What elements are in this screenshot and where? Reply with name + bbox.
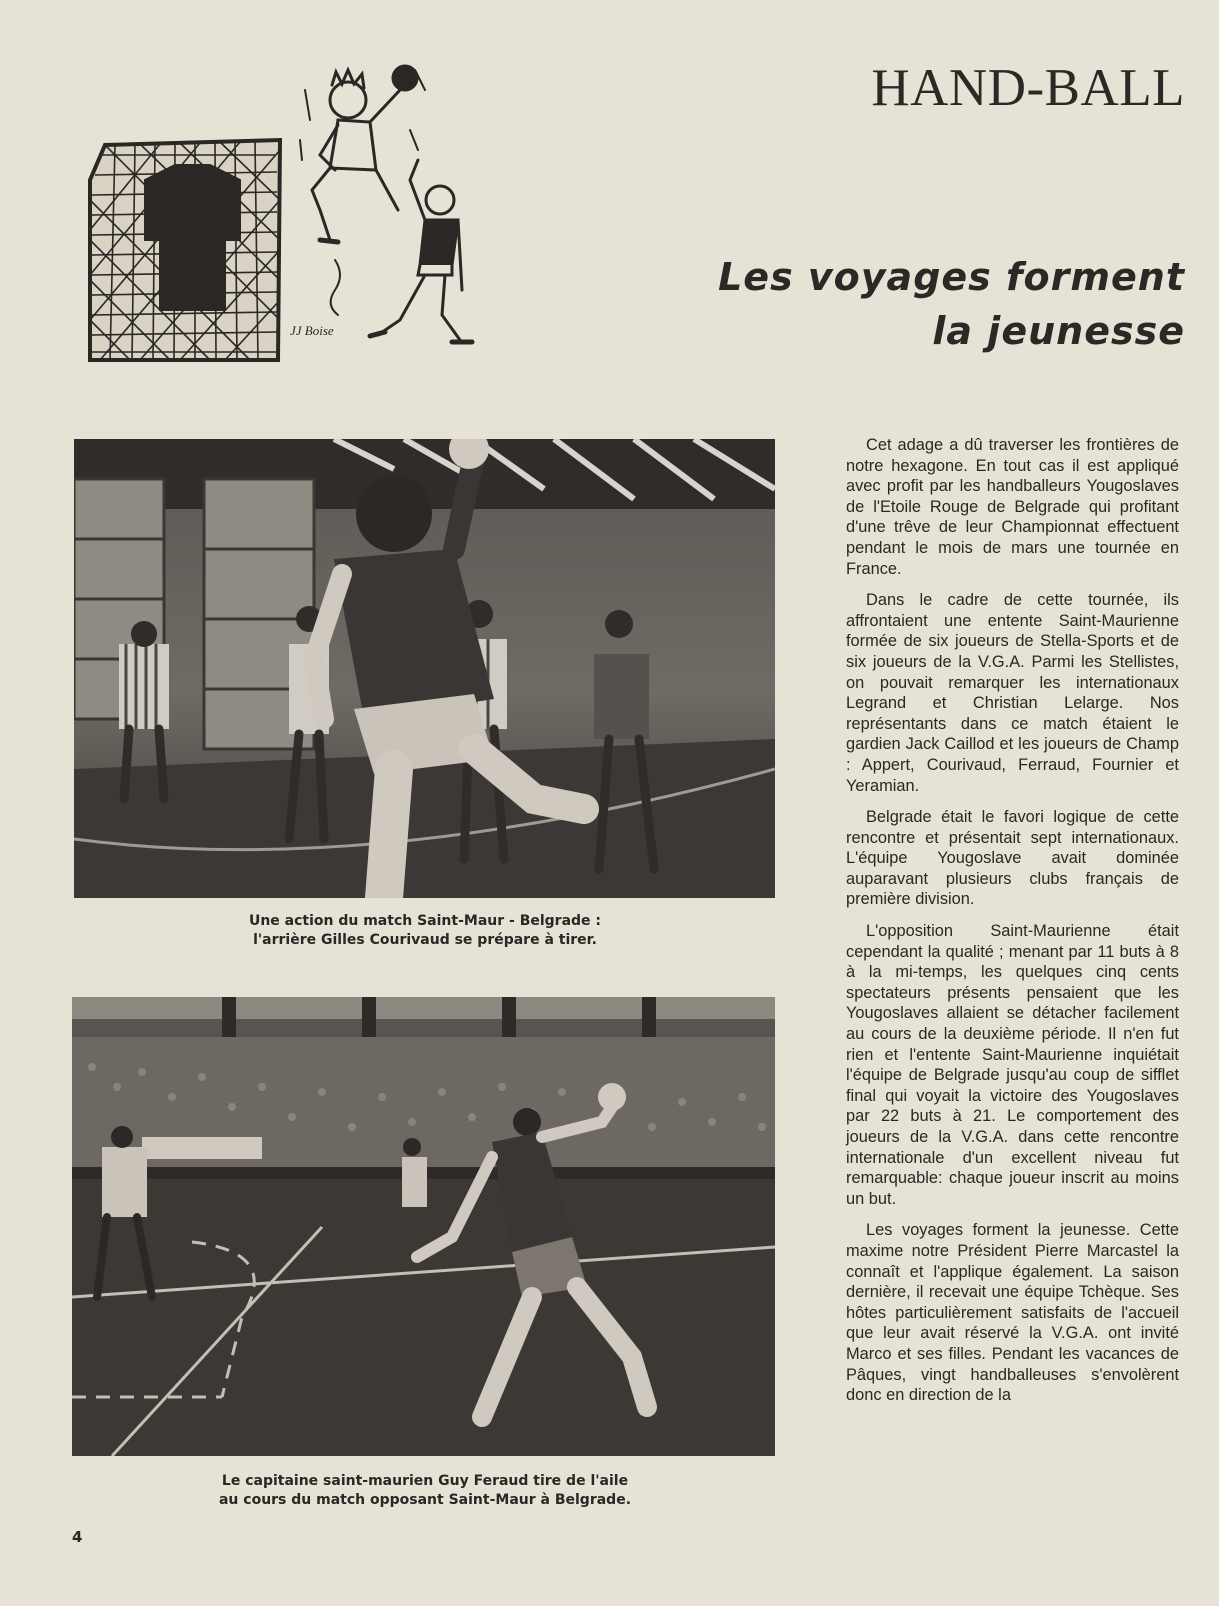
signature: JJ Boise: [290, 323, 334, 338]
article-paragraph: Cet adage a dû traverser les frontières de notre hexagone. En tout cas il est appliqué avec profit par les handballeurs Yougoslaves de l'Etoile Rouge de Belgrade qui profitant d'une trêve de leur Championnat effectuent pendant le mois de mars une tournée en France.: [846, 436, 1179, 578]
article-paragraph: Dans le cadre de cette tournée, ils affrontaient une entente Saint-Maurienne formée de six joueurs de Stella-Sports et de six joueurs de la V.G.A. Parmi les Stellistes, on pouvait remarquer les internationaux Legrand et Christian Lelarge. Nos représentants dans ce match étaient le gardien Jack Caillod et les joueurs de Champ : Appert, Courivaud, Ferraud, Fournier et Yeramian.: [846, 591, 1179, 795]
headline-line-1: Les voyages forment: [718, 255, 1185, 299]
article-paragraph: Les voyages forment la jeunesse. Cette maxime notre Président Pierre Marcastel la connaît et l'applique également. La saison dernière, il recevait une équipe Tchèque. Ses hôtes particulièrement satisfaits de l'accueil que leur avait réservé la V.G.A. ont invité Marco et ses filles. Pendant les vacances de Pâques, vingt handballeuses s'envolèrent donc en direction de la: [846, 1221, 1179, 1405]
section-title: HAND-BALL: [871, 59, 1185, 117]
article-paragraph: L'opposition Saint-Maurienne était cependant la qualité ; menant par 11 buts à 8 à la mi-temps, les quelques cinq cents spectateurs présents pensaient que les Yougoslaves allaient se détacher facilement au cours de la deuxième période. Il n'en fut rien et l'entente Saint-Maurienne inquiétait l'équipe de Belgrade jusqu'au coup de sifflet final qui voyait la victoire des Yougoslaves par 22 buts à 21. Le comportement des joueurs de la V.G.A. dans cette rencontre internationale d'un excellent niveau fut remarquable: chaque joueur inscrit au moins un but.: [846, 922, 1179, 1208]
article-body: [846, 435, 1179, 1417]
caption-1-line-1: Une action du match Saint-Maur - Belgrade :: [248, 913, 602, 929]
photo-caption-2: [170, 1472, 680, 1510]
handball-cartoon-icon: [80, 60, 480, 400]
caption-1-line-2: l'arrière Gilles Courivaud se prépare à tirer.: [253, 932, 597, 948]
handball-action-photo: [74, 439, 775, 898]
page-number: 4: [72, 1528, 83, 1546]
headline-line-2: la jeunesse: [932, 309, 1185, 353]
article-paragraph: Belgrade était le favori logique de cette rencontre et présentait sept internationaux. L'équipe Yougoslave avait dominée auparavant plusieurs clubs français de première division.: [846, 808, 1179, 909]
handball-match-photo: [72, 997, 775, 1456]
caption-2-line-2: au cours du match opposant Saint-Maur à Belgrade.: [218, 1492, 632, 1508]
headline: [570, 250, 1185, 358]
photo-caption-1: [170, 912, 680, 950]
caption-2-line-1: Le capitaine saint-maurien Guy Feraud tire de l'aile: [221, 1473, 629, 1489]
